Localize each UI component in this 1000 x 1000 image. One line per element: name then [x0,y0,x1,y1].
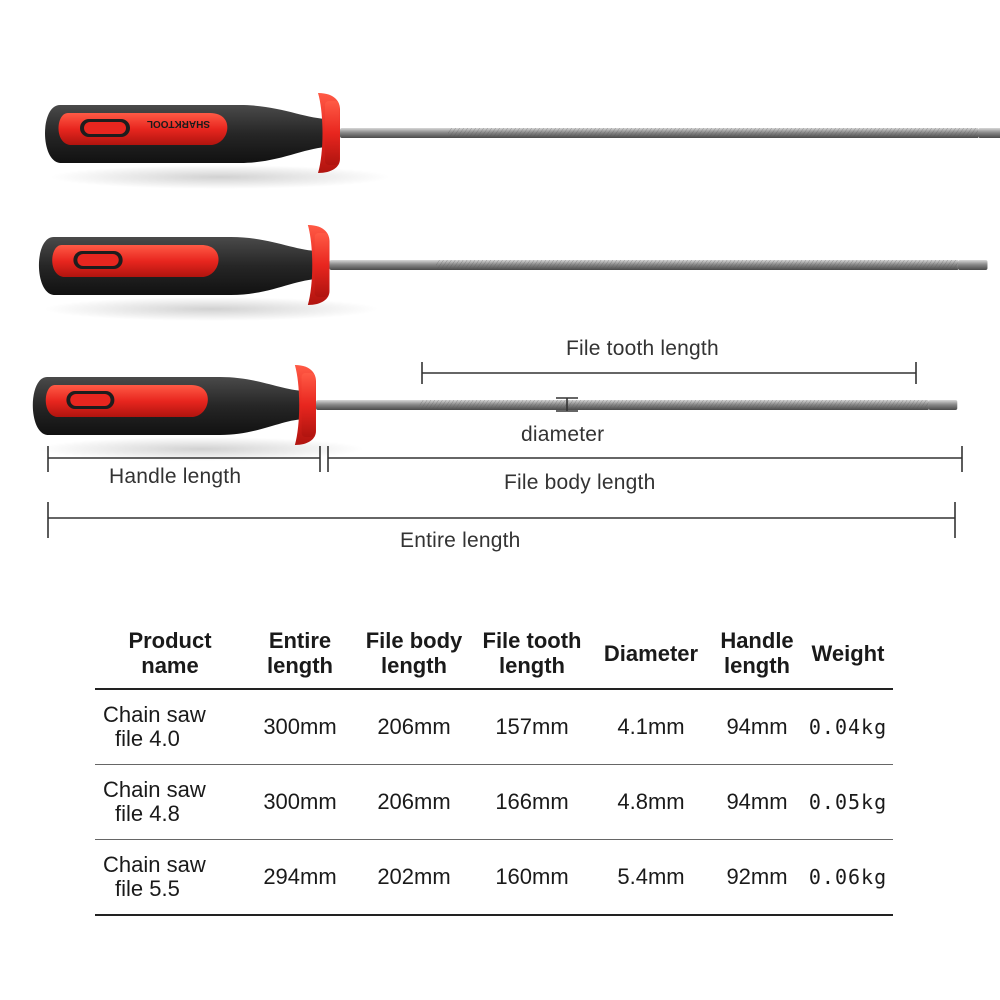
col-header-file-tooth-length: File tooth length [473,616,591,689]
file-body-length-cell: 206mm [355,689,473,765]
col-header-product-name: Product name [95,616,245,689]
entire-length-label: Entire length [400,529,521,552]
diameter-cell: 4.1mm [591,689,711,765]
file-tooth-length-cell: 166mm [473,765,591,840]
file-body-length-label: File body length [504,471,656,494]
col-header-file-body-length: File body length [355,616,473,689]
table-row [95,840,893,916]
file-body-length-cell: 202mm [355,840,473,916]
product-name-cell: Chain saw file 5.5 [95,840,245,916]
entire-length-cell: 294mm [245,840,355,916]
file-tool-top [45,93,1000,189]
handle-length-label: Handle length [109,465,242,488]
file-tool-middle [39,225,988,321]
col-header-diameter: Diameter [591,616,711,689]
file-tooth-length-label: File tooth length [566,337,719,360]
brand-mark-top: SHARKTOOL [146,118,210,129]
product-name-cell: Chain saw file 4.0 [95,689,245,765]
table-row [95,765,893,840]
col-header-entire-length: Entire length [245,616,355,689]
col-header-weight: Weight [803,616,893,689]
diameter-cell: 5.4mm [591,840,711,916]
col-header-handle-length: Handle length [711,616,803,689]
weight-cell: 0.05kg [803,765,893,840]
handle-length-cell: 94mm [711,689,803,765]
weight-cell: 0.06kg [803,840,893,916]
file-tooth-length-cell: 160mm [473,840,591,916]
handle-length-cell: 94mm [711,765,803,840]
file-body-length-cell: 206mm [355,765,473,840]
product-name-cell: Chain saw file 4.8 [95,765,245,840]
weight-cell: 0.04kg [803,689,893,765]
table-row [95,689,893,765]
diameter-label: diameter [521,423,605,446]
spec-table [95,616,893,916]
file-tooth-length-cell: 157mm [473,689,591,765]
diameter-cell: 4.8mm [591,765,711,840]
file-tool-bottom [33,365,957,461]
entire-length-cell: 300mm [245,689,355,765]
handle-length-cell: 92mm [711,840,803,916]
entire-length-cell: 300mm [245,765,355,840]
table-header-row [95,616,893,689]
